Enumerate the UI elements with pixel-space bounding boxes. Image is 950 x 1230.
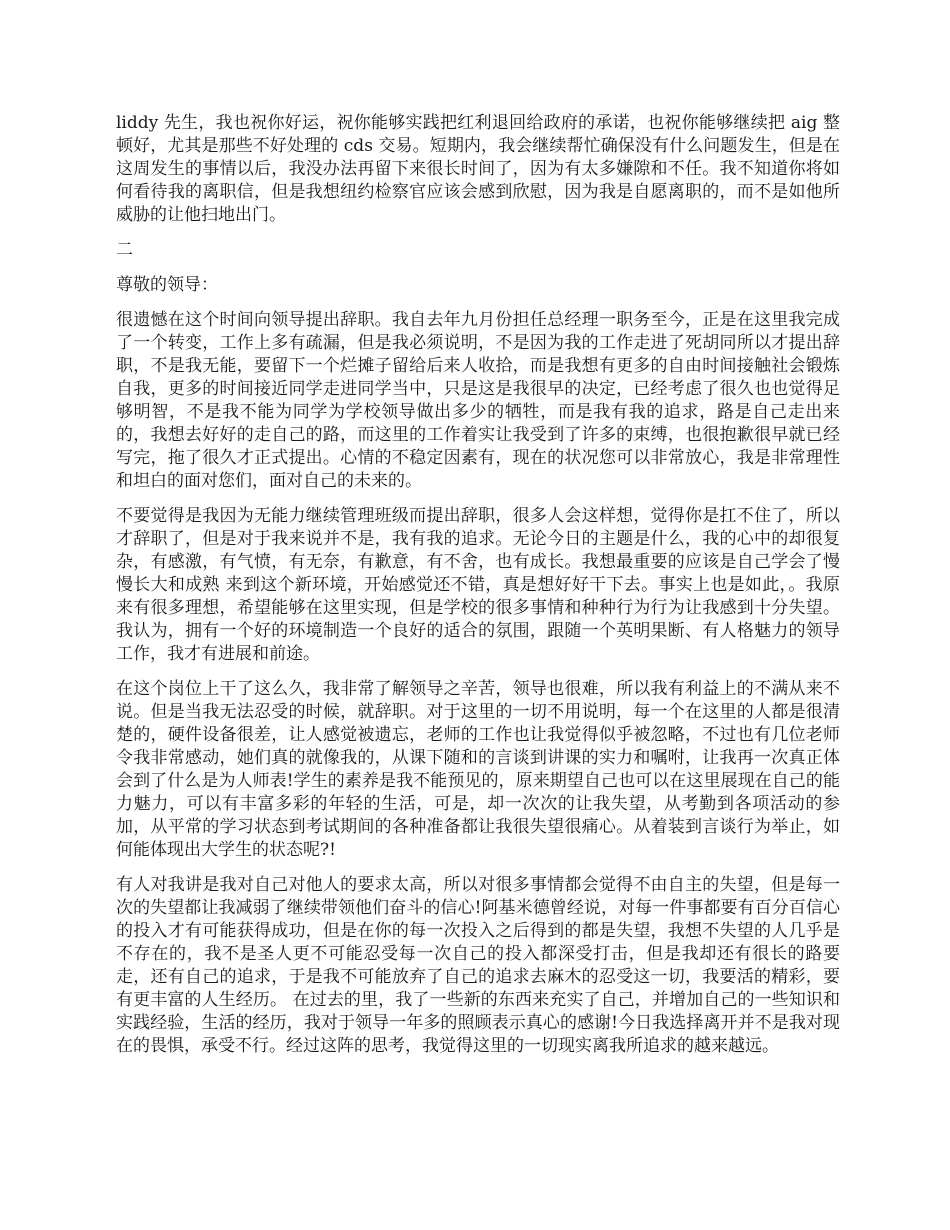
salutation: 尊敬的领导： <box>116 275 218 295</box>
paragraph-resignation-reason: 很遗憾在这个时间向领导提出辞职。我自去年九月份担任总经理一职务至今，正是在这里我完成了一个转变，工作上多有疏漏，但是我必须说明，不是因为我的工作走进了死胡同所以才提出辞职，不是我无能，要留下一个烂摊子留给后来人收拾，而是我想有更多的自由时间接触社会锻炼自我，更多的时间接近同学走进同学当中，只是这是我很早的决定，已经考虑了很久也也觉得足够明智，不是我不能为同学为学校领导做出多少的牺牲，而是我有我的追求，路是自己走出来的，我想去好好的走自己的路，而这里的工作着实让我受到了许多的束缚，也很抱歉很早就已经写完，拖了很久才正式提出。心情的不稳定因素有，现在的状况您可以非常放心，我是非常理性和坦白的面对您们，面对自己的未来的。 <box>116 310 840 491</box>
section-number: 二 <box>116 240 133 260</box>
document-body <box>116 112 840 1070</box>
paragraph-personal-pursuit: 不要觉得是我因为无能力继续管理班级而提出辞职，很多人会这样想，觉得你是扛不住了，所以才辞职了，但是对于我来说并不是，我有我的追求。无论今日的主题是什么，我的心中的却很复杂，有感激，有气愤，有无奈，有歉意，有不舍，也有成长。我想最重要的应该是自己学会了慢慢长大和成熟 来到这个新环境，开始感觉还不错，真是想好好干下去。事实上也是如此，。我原来有很多理想，希望能够在这里实现，但是学校的很多事情和种种行为行为让我感到十分失望。我认为，拥有一个好的环境制造一个良好的适合的氛围，跟随一个英明果断、有人格魅力的领导工作，我才有进展和前途。 <box>116 506 840 664</box>
paragraph-closing-thoughts: 有人对我讲是我对自己对他人的要求太高，所以对很多事情都会觉得不由自主的失望，但是每一次的失望都让我减弱了继续带领他们奋斗的信心!阿基米德曾经说，对每一件事都要有百分百信心的投入才有可能获得成功，但是在你的每一次投入之后得到的都是失望，我想不失望的人几乎是不存在的，我不是圣人更不可能忍受每一次自己的投入都深受打击，但是我却还有很长的路要走，还有自己的追求，于是我不可能放弃了自己的追求去麻木的忍受这一切，我要活的精彩，要有更丰富的人生经历。 在过去的里，我了一些新的东西来充实了自己，并增加自己的一些知识和实践经验，生活的经历，我对于领导一年多的照顾表示真心的感谢!今日我选择离开并不是我对现在的畏惧，承受不行。经过这阵的思考，我觉得这里的一切现实离我所追求的越来越远。 <box>116 875 840 1056</box>
paragraph-work-conditions: 在这个岗位上干了这么久，我非常了解领导之辛苦，领导也很难，所以我有利益上的不满从来不说。但是当我无法忍受的时候，就辞职。对于这里的一切不用说明，每一个在这里的人都是很清楚的，硬件设备很差，让人感觉被遗忘，老师的工作也让我觉得似乎被忽略，不过也有几位老师令我非常感动，她们真的就像我的，从课下随和的言谈到讲课的实力和嘱咐，让我再一次真正体会到了什么是为人师表!学生的素养是我不能预见的，原来期望自己也可以在这里展现在自己的能力魅力，可以有丰富多彩的年轻的生活，可是，却一次次的让我失望，从考勤到各项活动的参加，从平常的学习状态到考试期间的各种准备都让我很失望很痛心。从着装到言谈行为举止，如何能体现出大学生的状态呢?! <box>116 679 840 860</box>
paragraph-liddy-letter: liddy 先生，我也祝你好运，祝你能够实践把红利退回给政府的承诺，也祝你能够继续把 aig 整顿好，尤其是那些不好处理的 cds 交易。短期内，我会继续帮忙确保没有什么问题发生，但是在这周发生的事情以后，我没办法再留下来很长时间了，因为有太多嫌隙和不任。我不知道你将如何看待我的离职信，但是我想纽约检察官应该会感到欣慰，因为我是自愿离职的，而不是如他所威胁的让他扫地出门。 <box>116 113 840 225</box>
